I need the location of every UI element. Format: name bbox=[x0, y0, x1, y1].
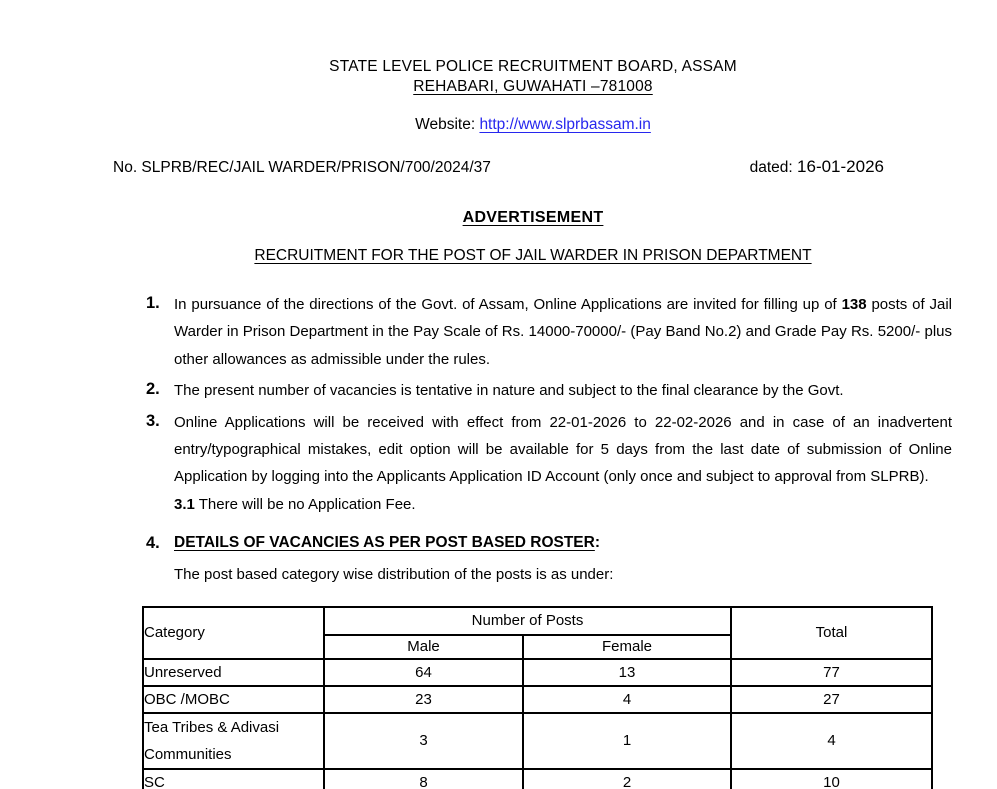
cell-category: Tea Tribes & Adivasi Communities bbox=[143, 713, 324, 769]
section-4-heading: DETAILS OF VACANCIES AS PER POST BASED ROSTER: bbox=[174, 534, 601, 552]
org-title: STATE LEVEL POLICE RECRUITMENT BOARD, ASSAM bbox=[329, 58, 737, 75]
dated-group bbox=[750, 157, 884, 177]
col-header-total: Total bbox=[731, 607, 932, 659]
cell-male: 3 bbox=[324, 713, 523, 769]
cell-male: 64 bbox=[324, 659, 523, 686]
table-row-sc bbox=[143, 769, 932, 789]
table-row-unreserved bbox=[143, 659, 932, 686]
org-address-text: REHABARI, GUWAHATI –781008 bbox=[413, 78, 653, 95]
document-body bbox=[113, 0, 953, 789]
table-row-tea-tribes bbox=[143, 713, 932, 769]
paragraph-3-number: 3. bbox=[146, 411, 160, 430]
paragraph-1-bold-posts: 138 bbox=[841, 296, 867, 313]
paragraph-3-1 bbox=[113, 491, 953, 518]
col-header-number-of-posts: Number of Posts bbox=[324, 607, 731, 635]
paragraph-1-number: 1. bbox=[146, 294, 160, 312]
paragraph-1-text-before: In pursuance of the directions of the Govt. of Assam, Online Applications are invited for filling up of bbox=[174, 296, 842, 313]
cell-category: Unreserved bbox=[143, 659, 324, 686]
cell-male: 8 bbox=[324, 769, 523, 789]
cell-category: SC bbox=[143, 769, 324, 789]
table-header-row-1 bbox=[143, 607, 932, 635]
paragraph-1 bbox=[113, 291, 952, 373]
table-row-obc-mobc bbox=[143, 686, 932, 713]
paragraph-2-text: The present number of vacancies is tentative in nature and subject to the final clearance by the Govt. bbox=[174, 382, 844, 400]
section-4-subtext: The post based category wise distribution of the posts is as under: bbox=[174, 566, 614, 584]
vacancy-table bbox=[142, 606, 933, 789]
col-header-category: Category bbox=[143, 607, 324, 659]
cell-female: 1 bbox=[523, 713, 731, 769]
paragraph-3 bbox=[113, 409, 952, 491]
reference-number: No. SLPRB/REC/JAIL WARDER/PRISON/700/2024/37 bbox=[113, 159, 491, 176]
cell-total: 10 bbox=[731, 769, 932, 789]
website-line bbox=[113, 116, 953, 134]
paragraph-3-1-number: 3.1 bbox=[174, 495, 195, 513]
section-4-number: 4. bbox=[146, 534, 160, 553]
cell-total: 27 bbox=[731, 686, 932, 713]
cell-total: 77 bbox=[731, 659, 932, 686]
website-link[interactable]: http://www.slprbassam.in bbox=[479, 116, 651, 133]
cell-category: OBC /MOBC bbox=[143, 686, 324, 713]
reference-line bbox=[113, 157, 953, 177]
paragraph-2 bbox=[113, 377, 952, 404]
website-label: Website: bbox=[415, 116, 480, 133]
col-header-female: Female bbox=[523, 635, 731, 659]
cell-male: 23 bbox=[324, 686, 523, 713]
cell-total: 4 bbox=[731, 713, 932, 769]
paragraph-2-number: 2. bbox=[146, 380, 160, 399]
cell-female: 13 bbox=[523, 659, 731, 686]
org-address bbox=[113, 77, 953, 97]
dated-value: 16-01-2026 bbox=[797, 157, 884, 176]
paragraph-3-1-text: There will be no Application Fee. bbox=[194, 495, 416, 513]
paragraph-1-text-after: posts of Jail Warder in Prison Department in the Pay Scale of Rs. 14000-70000/- (Pay Band No.2) and Grade Pay Rs. 5200/- plus other allowances as admissible under the rules. bbox=[174, 296, 952, 368]
cell-female: 4 bbox=[523, 686, 731, 713]
col-header-male: Male bbox=[324, 635, 523, 659]
advertisement-heading: ADVERTISEMENT bbox=[462, 209, 604, 226]
recruitment-heading: RECRUITMENT FOR THE POST OF JAIL WARDER IN PRISON DEPARTMENT bbox=[254, 247, 812, 264]
paragraph-3-text: Online Applications will be received with effect from 22-01-2026 to 22-02-2026 and in case of an inadvertent entry/typographical mistakes, edit option will be available for 5 days from the last date of submission of Online Application by logging into the Applicants Application ID Account (only once and subject to approval from SLPRB). bbox=[174, 413, 952, 486]
section-4-heading-row bbox=[113, 534, 953, 552]
cell-female: 2 bbox=[523, 769, 731, 789]
dated-label: dated: bbox=[749, 159, 798, 176]
